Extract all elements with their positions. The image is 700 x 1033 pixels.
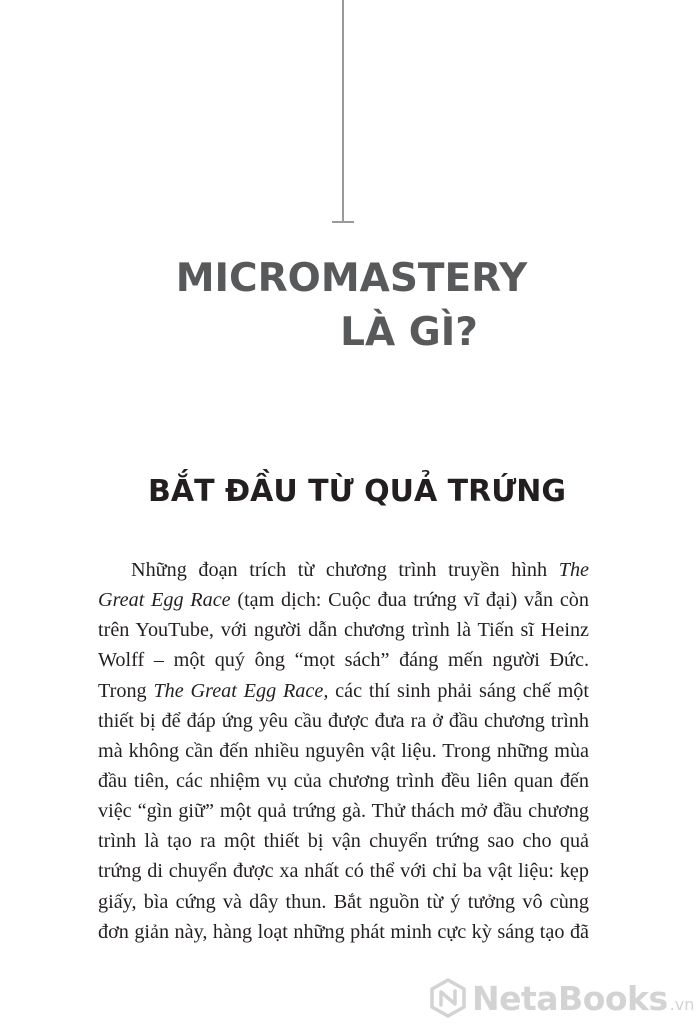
watermark-brand: NetaBooks — [472, 978, 668, 1018]
paragraph-line: thiết bị để đáp ứng yêu cầu được đưa ra ở đầu chương trình — [98, 709, 589, 732]
paragraph-line: trình là tạo ra một thiết bị vận chuyển trứng sao cho quả — [98, 830, 589, 853]
chapter-title-line-1: MICROMASTERY — [175, 256, 528, 301]
paragraph-line: việc “gìn giữ” một quả trứng gà. Thử thách mở đầu chương — [98, 800, 589, 823]
paragraph-line: Những đoạn trích từ chương trình truyền hình The — [131, 559, 589, 581]
netabooks-logo-icon — [428, 978, 468, 1018]
paragraph-line: Wolff – một quý ông “mọt sách” đáng mến người Đức. — [98, 649, 589, 672]
body-paragraph — [98, 555, 589, 947]
chapter-divider-tick — [332, 221, 354, 223]
paragraph-line: Great Egg Race (tạm dịch: Cuộc đua trứng vĩ đại) vẫn còn — [98, 589, 589, 612]
paragraph-line: đầu tiên, các nhiệm vụ của chương trình đều liên quan đến — [98, 769, 589, 792]
chapter-title — [0, 252, 700, 360]
paragraph-line: Trong The Great Egg Race, các thí sinh phải sáng chế một — [98, 679, 589, 702]
chapter-divider-line — [342, 0, 344, 222]
paragraph-line: giấy, bìa cứng và dây thun. Bắt nguồn từ ý tưởng vô cùng — [98, 890, 589, 913]
section-title: BẮT ĐẦU TỪ QUẢ TRỨNG — [147, 474, 566, 509]
netabooks-watermark — [428, 968, 698, 1028]
chapter-title-line-2: LÀ GÌ? — [340, 310, 478, 355]
paragraph-line: trên YouTube, với người dẫn chương trình là Tiến sĩ Heinz — [98, 619, 589, 642]
paragraph-line: đơn giản này, hàng loạt những phát minh cực kỳ sáng tạo đã — [98, 920, 589, 943]
watermark-suffix: .vn — [669, 994, 695, 1014]
paragraph-line: trứng di chuyển được xa nhất có thể với chỉ ba vật liệu: kẹp — [98, 860, 589, 883]
paragraph-line: mà không cần đến nhiều nguyên vật liệu. Trong những mùa — [98, 739, 589, 762]
